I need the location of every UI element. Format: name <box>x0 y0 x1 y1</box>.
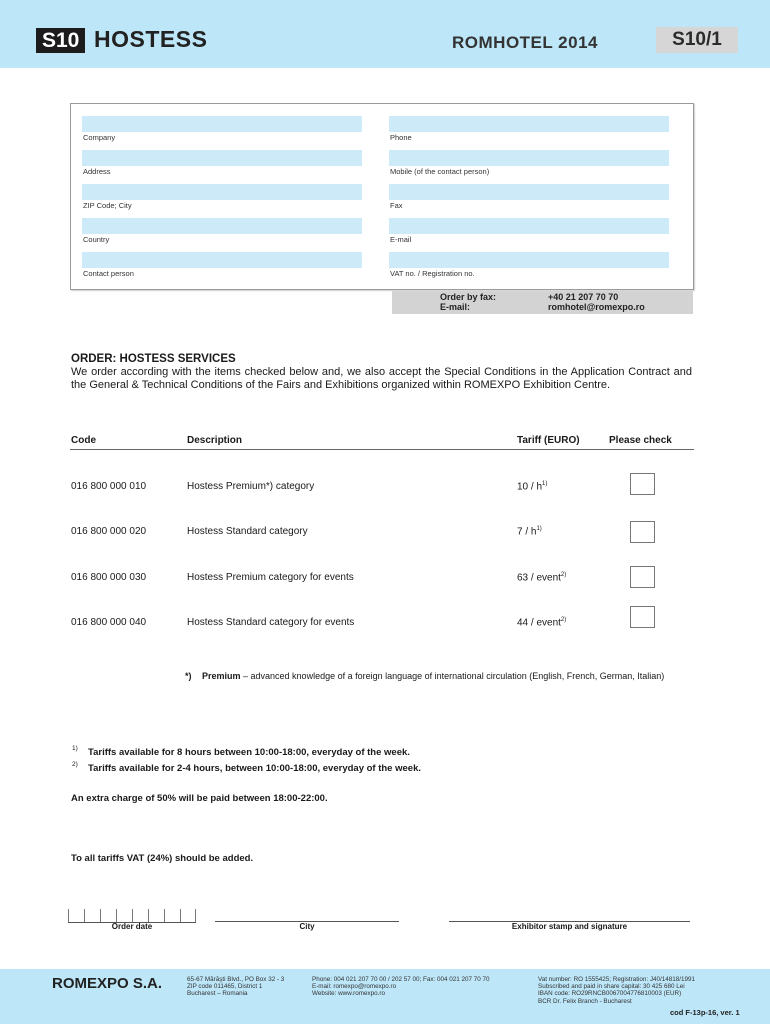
row-tariff <box>517 526 542 537</box>
zip-city-label: ZIP Code; City <box>83 201 132 210</box>
contact-person-label: Contact person <box>83 269 134 278</box>
footer-address-line: 65-67 Mărăşti Blvd., PO Box 32 - 3 <box>187 976 285 983</box>
order-email-value: romhotel@romexpo.ro <box>548 302 645 312</box>
row-tariff-note: 2) <box>560 617 567 623</box>
order-email-label: E-mail: <box>440 302 471 312</box>
stamp-label: Exhibitor stamp and signature <box>511 922 628 931</box>
form-title: HOSTESS <box>94 26 208 52</box>
tariff-note-text: Tariffs available for 2-4 hours, between 10:00-18:00, everyday of the week. <box>88 763 421 774</box>
footer-contact-line: E-mail: romexpo@romexpo.ro <box>312 983 397 991</box>
mobile-field[interactable] <box>389 150 669 166</box>
footer-legal-line: Subscribed and paid in share capital: 30 425 680 Lei <box>538 983 685 991</box>
row-tariff-value: 63 / event <box>517 572 561 584</box>
row-code: 016 800 000 030 <box>71 572 147 583</box>
document-code: cod F-13p-16, ver. 1 <box>670 1008 740 1017</box>
row-checkbox[interactable] <box>630 521 655 543</box>
footer-contact <box>312 976 490 998</box>
footer-address <box>187 976 284 998</box>
company-field[interactable] <box>82 116 362 132</box>
company-label: Company <box>83 133 116 142</box>
row-checkbox[interactable] <box>630 473 655 495</box>
vat-label: VAT no. / Registration no. <box>390 269 475 278</box>
footer-address-line: Bucharest – Romania <box>187 990 248 998</box>
tariff-note-mark: 1) <box>72 745 78 752</box>
email-field[interactable] <box>389 218 669 234</box>
fax-label: Fax <box>390 201 403 210</box>
row-tariff <box>517 617 566 628</box>
row-tariff-value: 7 / h <box>517 526 537 538</box>
tariff-note-text: Tariffs available for 8 hours between 10:00-18:00, everyday of the week. <box>88 747 410 758</box>
row-tariff-note: 1) <box>536 526 542 532</box>
event-name: ROMHOTEL 2014 <box>452 33 599 52</box>
row-description: Hostess Standard category <box>187 526 308 537</box>
footer-legal-line: BCR Dr. Felix Branch - Bucharest <box>538 997 632 1005</box>
footnote-marker: *) <box>185 671 192 681</box>
tariff-note-2 <box>72 761 421 774</box>
order-title: ORDER: HOSTESS SERVICES <box>71 353 236 365</box>
footer-address-line: ZIP code 011465, District 1 <box>187 983 263 991</box>
phone-label: Phone <box>390 133 412 142</box>
extra-charge-note: An extra charge of 50% will be paid between 18:00-22:00. <box>71 793 328 804</box>
address-field[interactable] <box>82 150 362 166</box>
order-by-box <box>392 291 693 314</box>
footer-brand: ROMEXPO S.A. <box>52 975 163 992</box>
footnote-term: Premium <box>202 671 241 681</box>
footer-legal <box>538 976 695 1005</box>
vat-field[interactable] <box>389 252 669 268</box>
footnote-text: – advanced knowledge of a foreign language of international circulation (English, French, German, Italian) <box>240 671 665 681</box>
tariff-note-mark: 2) <box>72 761 78 768</box>
row-code: 016 800 000 020 <box>71 526 147 537</box>
footer-legal-line: Vat number: RO 1555425; Registration: J40/14818/1991 <box>538 976 696 983</box>
fax-field[interactable] <box>389 184 669 200</box>
row-tariff-value: 10 / h <box>517 481 543 493</box>
form-number-badge: S10/1 <box>656 27 738 53</box>
order-text: We order according with the items checked below and, we also accept the Special Conditions in the Application Contract and the General & Technical Conditions of the Fairs and Exhibitions organized within ROMEXPO Exhibition Centre. <box>71 366 692 391</box>
col-header-description: Description <box>187 435 243 446</box>
header-rule <box>70 449 694 450</box>
mobile-label: Mobile (of the contact person) <box>390 167 490 176</box>
country-label: Country <box>83 235 110 244</box>
order-fax-value: +40 21 207 70 70 <box>548 292 619 302</box>
city-label: City <box>299 922 315 931</box>
row-checkbox[interactable] <box>630 566 655 588</box>
col-header-check: Please check <box>609 435 672 446</box>
form-code-badge: S10 <box>36 28 85 53</box>
vat-note: To all tariffs VAT (24%) should be added. <box>71 853 254 864</box>
footer-contact-line: Website: www.romexpo.ro <box>312 990 386 998</box>
tariff-note-1 <box>72 745 410 758</box>
order-fax-label: Order by fax: <box>440 292 497 302</box>
row-description: Hostess Premium*) category <box>187 481 315 492</box>
zip-city-field[interactable] <box>82 184 362 200</box>
row-description: Hostess Standard category for events <box>187 617 355 628</box>
order-date-boxes[interactable] <box>68 909 196 923</box>
row-checkbox[interactable] <box>630 606 655 628</box>
address-label: Address <box>83 167 111 176</box>
footer-legal-line: IBAN code: RO29RNCB0067004776810003 (EUR) <box>538 990 682 998</box>
row-tariff-note: 1) <box>542 481 548 487</box>
email-label: E-mail <box>390 235 412 244</box>
row-tariff-value: 44 / event <box>517 617 561 629</box>
footer-contact-line: Phone: 004 021 207 70 00 / 202 57 00; Fax: 004 021 207 70 70 <box>312 976 490 983</box>
phone-field[interactable] <box>389 116 669 132</box>
row-tariff-note: 2) <box>560 572 567 578</box>
col-header-code: Code <box>71 435 96 446</box>
row-code: 016 800 000 040 <box>71 617 147 628</box>
contact-person-field[interactable] <box>82 252 362 268</box>
order-date-label: Order date <box>111 922 153 931</box>
premium-footnote <box>185 671 674 682</box>
col-header-tariff: Tariff (EURO) <box>517 435 580 446</box>
row-tariff <box>517 481 547 492</box>
row-tariff <box>517 572 566 583</box>
country-field[interactable] <box>82 218 362 234</box>
row-description: Hostess Premium category for events <box>187 572 354 583</box>
row-code: 016 800 000 010 <box>71 481 147 492</box>
